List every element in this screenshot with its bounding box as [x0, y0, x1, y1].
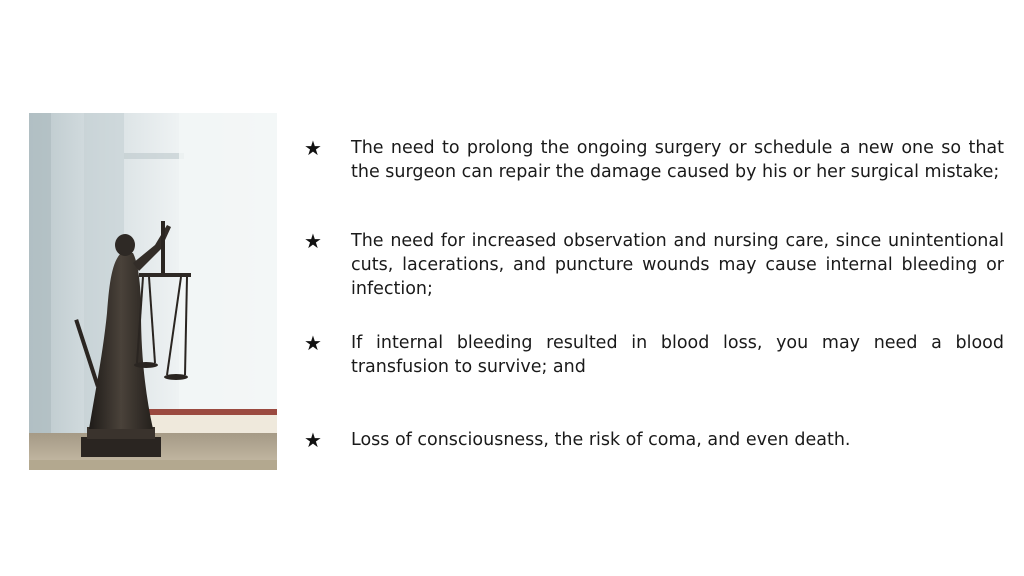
- bullet-text: If internal bleeding resulted in blood loss, you may need a blood transfusion to survive; and: [351, 333, 1004, 377]
- lady-justice-statue-image: [29, 113, 277, 470]
- star-icon: ★: [304, 331, 322, 355]
- star-icon: ★: [304, 136, 322, 160]
- star-icon: ★: [304, 428, 322, 452]
- bullet-text: The need for increased observation and nursing care, since unintentional cuts, lacerations, and puncture wounds may cause internal bleeding or infection;: [351, 231, 1004, 299]
- lady-justice-photo: [29, 113, 277, 470]
- bullet-list: [304, 0, 1004, 576]
- bullet-text: The need to prolong the ongoing surgery or schedule a new one so that the surgeon can repair the damage caused by his or her surgical mistake;: [351, 138, 1004, 182]
- star-icon: ★: [304, 229, 322, 253]
- bullet-text: Loss of consciousness, the risk of coma, and even death.: [351, 430, 851, 450]
